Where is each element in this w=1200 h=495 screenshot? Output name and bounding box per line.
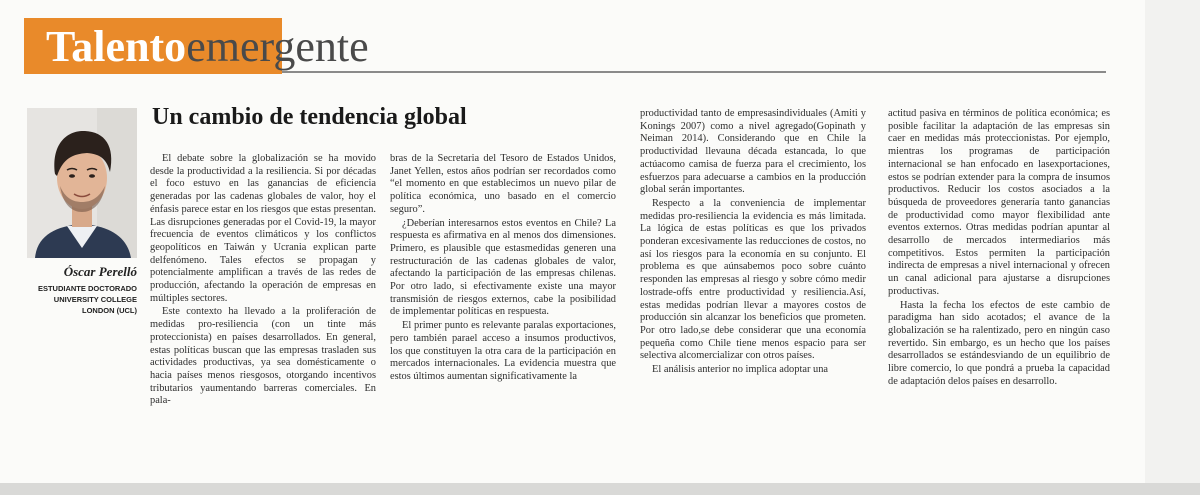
author-name: Óscar Perelló: [63, 264, 137, 279]
section-title: [46, 20, 369, 74]
portrait-photo-icon: [27, 108, 137, 258]
article-column-2: [390, 153, 616, 384]
paragraph: Hasta la fecha los efectos de este cambio de paradigma han sido acotados; el avance de la globalización se ha ralentizado, pero en ningún caso revertido. Sin embargo, es un hecho que los países desarrollados se estándesviando de un equilibrio de libre comercio, lo que pondrá a prueba la capacidad de adaptación delos países en desarrollo.: [888, 299, 1110, 387]
author-role: [27, 283, 137, 316]
paragraph: bras de la Secretaria del Tesoro de Estados Unidos, Janet Yellen, estos años podrían ser recordados como “el momento en que establecimos un nuevo pilar de política económica, uno basado en el comercio seguro”.: [390, 153, 616, 215]
article-headline: Un cambio de tendencia global: [152, 104, 467, 130]
author-role-line: ESTUDIANTE DOCTORADO: [37, 284, 137, 293]
paragraph: El análisis anterior no implica adoptar una: [652, 364, 829, 376]
paragraph: actitud pasiva en términos de política económica; es posible facilitar la adaptación de las empresas sin caer en medidas más proteccionistas. Por ejemplo, mientras los programas de participación internacional se han enfocado en lasexportaciones, estos se podrían extender para la compra de insumos productivos. Reducir los costos asociados a la búsqueda de proveedores generaría tanto ganancias de productividad como mayor flexibilidad ante eventos externos. Otras medidas podrían apuntar al desarrollo de mercados intermediarios más competitivos. Estos permiten la participación indirecta de empresas a nivel internacional y ofrecen un canal adicional para ajustarse a disrupciones productivas.: [888, 108, 1110, 297]
section-title-bold: Talento: [46, 22, 187, 71]
author-role-line: LONDON (UCL): [82, 306, 137, 315]
article-column-3: [640, 108, 866, 377]
author-role-line: UNIVERSITY COLLEGE: [53, 295, 137, 304]
paragraph: Este contexto ha llevado a la proliferación de medidas pro-resiliencia (con un tinte más proteccionista) en países desarrollados. En general, estas políticas buscan que las empresas trasladen sus actividades productivas, ya sea domésticamente o hacia países menos riesgosos, otorgando incentivos tributarios yaumentando barreras comerciales. En pala-: [150, 306, 376, 407]
article-column-4: [888, 108, 1110, 388]
section-title-light: emergente: [186, 22, 369, 71]
article-column-1: [150, 153, 376, 408]
section-header: [24, 18, 1106, 76]
paragraph: El primer punto es relevante paralas exportaciones, pero también parael acceso a insumos productivos, los que constituyen la otra cara de la participación en mercados internacionales. La evidencia muestra que estos últimos aumentan significativamente la: [390, 320, 616, 382]
section-rule: [282, 71, 1106, 73]
paragraph: ¿Deberían interesarnos estos eventos en Chile? La respuesta es afirmativa en al menos dos dimensiones. Primero, es plausible que estasmedidas generen una restructuración de las cadenas globales de valor, afectando la participación de las empresas chilenas. Por otro lado, si efectivamente existe una mayor transmisión de riesgos externos, cabe la posibilidad de implementar políticas en respuesta.: [390, 217, 616, 318]
page-margin-right: [1145, 0, 1200, 483]
paragraph: Respecto a la conveniencia de implementar medidas pro-resiliencia la evidencia es más limitada. La lógica de estas políticas es que los privados ponderan excesivamente las reducciones de costos, no así los riesgos para la economía en su conjunto. El problema es que aúnsabemos poco sobre cuánto responden las empresas al riesgo y sobre cómo medir lostrade-offs entre productividad y resiliencia.Así, estas medidas podrían llevar a mayores costos de producción sin alcanzar los beneficios que prometen. Por otro lado,se debe considerar que una economía pequeña como Chile tiene menos espacio para ser selectiva alcomercializar con otros países.: [640, 197, 866, 362]
page-margin-bottom: [0, 483, 1200, 495]
paragraph: El debate sobre la globalización se ha movido desde la productividad a la resiliencia. Si por décadas el foco estuvo en las ganancias de eficiencia generadas por las cadenas globales de valor, hoy el énfasis parece estar en los riesgos que estas presentan. Las disrupciones generadas por el Covid-19, la mayor frecuencia de eventos climáticos y los conflictos geopolíticos en Taiwán y Ucrania explican parte delfenómeno. Tales efectos se propagan y potencialmente amplifican a través de las redes de producción, afectando la operación de empresas en múltiples sectores.: [150, 153, 376, 304]
paragraph: productividad tanto de empresasindividuales (Amiti y Konings 2007) como a nivel agregado(Gopinath y Neiman 2014). Considerando que en Chile la productividad llevauna década estancada, lo que actúacomo camisa de fuerza para el crecimiento, los esfuerzos para adecuarse a cambios en la producción global serán importantes.: [640, 108, 866, 196]
author-photo: [27, 108, 137, 258]
